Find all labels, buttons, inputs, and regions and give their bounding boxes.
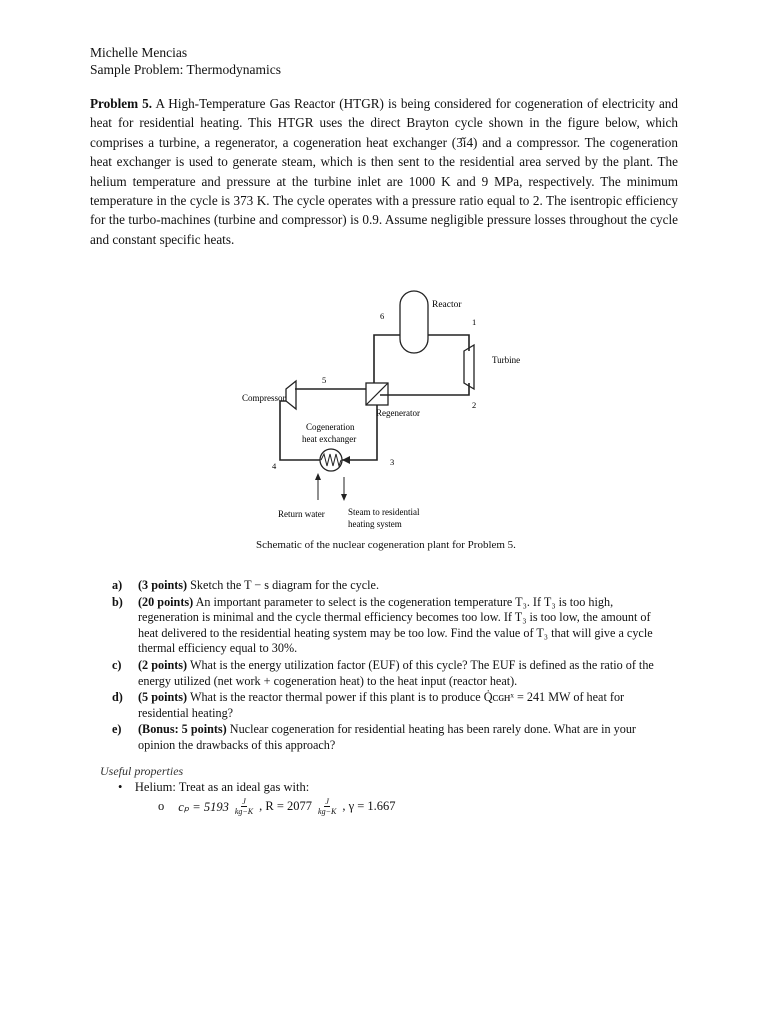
question-label: d) [112, 690, 123, 705]
figure-caption: Schematic of the nuclear cogeneration plant for Problem 5. [256, 539, 516, 551]
state-5-label: 5 [322, 375, 327, 385]
question-points: (20 points) [138, 594, 194, 609]
cogeneration-schematic [240, 285, 540, 535]
turbine-label: Turbine [492, 355, 521, 365]
pipe-3 [342, 405, 377, 460]
question-text: What is the energy utilization factor (EUF) of this cycle? The EUF is defined as the ratio of the energy utilized (net work + cogeneration heat) to the heat input (reactor heat). [138, 657, 654, 688]
question-label: b) [112, 594, 123, 609]
question-label: e) [112, 722, 122, 737]
state-1-label: 1 [472, 317, 477, 327]
r-units [318, 797, 336, 816]
helium-text: Helium: Treat as an ideal gas with: [134, 780, 310, 794]
document-subtitle: Sample Problem: Thermodynamics [90, 62, 281, 77]
state-4-label: 4 [272, 461, 277, 471]
question-text: What is the reactor thermal power if this plant is to produce Q̇ᴄɢʜˣ = 241 MW of heat for residential heating? [138, 690, 625, 720]
steam-label-1: Steam to residential [348, 507, 420, 517]
problem-statement [90, 94, 678, 249]
question-item [112, 595, 672, 657]
question-text: An important parameter to select is the cogeneration temperature T₃. If T₃ is too high, regeneration is minimal and the cycle thermal efficiency becomes too low. If T₃ is too low, the amount of heat delivered to the residential heating system may be too low. Find the value of T₃ that will give a cycle thermal efficiency equal to 30%. [138, 594, 653, 656]
r-units-den: kg−K [318, 807, 337, 816]
cp-value: cₚ = 5193 [178, 799, 229, 814]
question-label: a) [112, 578, 123, 592]
question-item [112, 658, 672, 689]
question-points: (Bonus: 5 points) [138, 722, 227, 737]
helium-properties-formula [158, 797, 396, 816]
reactor-label: Reactor [432, 300, 462, 310]
state-6-label: 6 [380, 311, 385, 321]
return-water-label: Return water [278, 509, 325, 519]
question-body [138, 578, 379, 594]
question-item [112, 722, 672, 753]
useful-properties-title: Useful properties [100, 764, 184, 778]
question-points: (2 points) [138, 657, 188, 672]
cp-units-den: kg−K [234, 807, 254, 816]
regenerator-diagonal [366, 383, 388, 405]
cogen-label-1: Cogeneration [306, 422, 355, 432]
return-water-arrowhead [315, 473, 321, 480]
question-body [138, 658, 672, 689]
helium-bullet [118, 780, 309, 795]
question-item [112, 578, 672, 594]
cp-units-num: J [242, 797, 246, 806]
reactor-vessel [400, 291, 428, 353]
sub-bullet-icon: o [158, 799, 165, 813]
page-header [90, 44, 281, 78]
compressor-label: Compressor [242, 393, 286, 403]
pipe-6 [374, 335, 400, 383]
pipe-1 [428, 335, 469, 351]
bullet-icon: • [118, 780, 135, 794]
question-list [112, 578, 672, 755]
hx-coil [321, 454, 341, 466]
pipe-2 [380, 383, 469, 395]
r-units-num: J [325, 797, 329, 806]
gamma-value: , γ = 1.667 [342, 799, 396, 813]
question-label: c) [112, 657, 122, 672]
question-body [138, 722, 672, 753]
question-text: Nuclear cogeneration for residential heating has been rarely done. What are in your opinion the drawbacks of this approach? [138, 722, 636, 752]
question-body [138, 595, 672, 657]
r-value: , R = 2077 [259, 799, 313, 813]
turbine-shape [464, 345, 474, 389]
question-points: (5 points) [138, 690, 188, 705]
question-points: (3 points) [138, 578, 188, 592]
steam-label-2: heating system [348, 519, 402, 529]
question-text: Sketch the T − s diagram for the cycle. [190, 578, 379, 592]
author-name: Michelle Mencias [90, 45, 188, 60]
flow-arrow-3 [342, 456, 350, 464]
problem-text: A High-Temperature Gas Reactor (HTGR) is being considered for cogeneration of electricity and heat for residential heating. This HTGR uses the direct Brayton cycle shown in the figure below, which comprises a turbine, a regenerator, a cogeneration heat exchanger (3̂í4) and a compressor. The cogeneration heat exchanger is used to generate steam, which is then sent to the residential area served by the plant. The helium temperature and pressure at the turbine inlet are 1000 K and 9 MPa, respectively. The minimum temperature in the cycle is 373 K. The cycle operates with a pressure ratio equal to 2. The isentropic efficiency for the turbo-machines (turbine and compressor) is 0.9. Assume negligible pressure losses throughout the cycle and constant specific heats. [90, 96, 678, 247]
problem-label: Problem 5. [90, 96, 153, 111]
cogen-label-2: heat exchanger [302, 434, 357, 444]
question-item [112, 690, 672, 721]
state-2-label: 2 [472, 400, 477, 410]
state-3-label: 3 [390, 457, 395, 467]
compressor-shape [286, 381, 296, 409]
steam-arrowhead [341, 494, 347, 501]
question-body [138, 690, 672, 721]
cp-units [235, 797, 253, 816]
regenerator-label: Regenerator [376, 408, 420, 418]
